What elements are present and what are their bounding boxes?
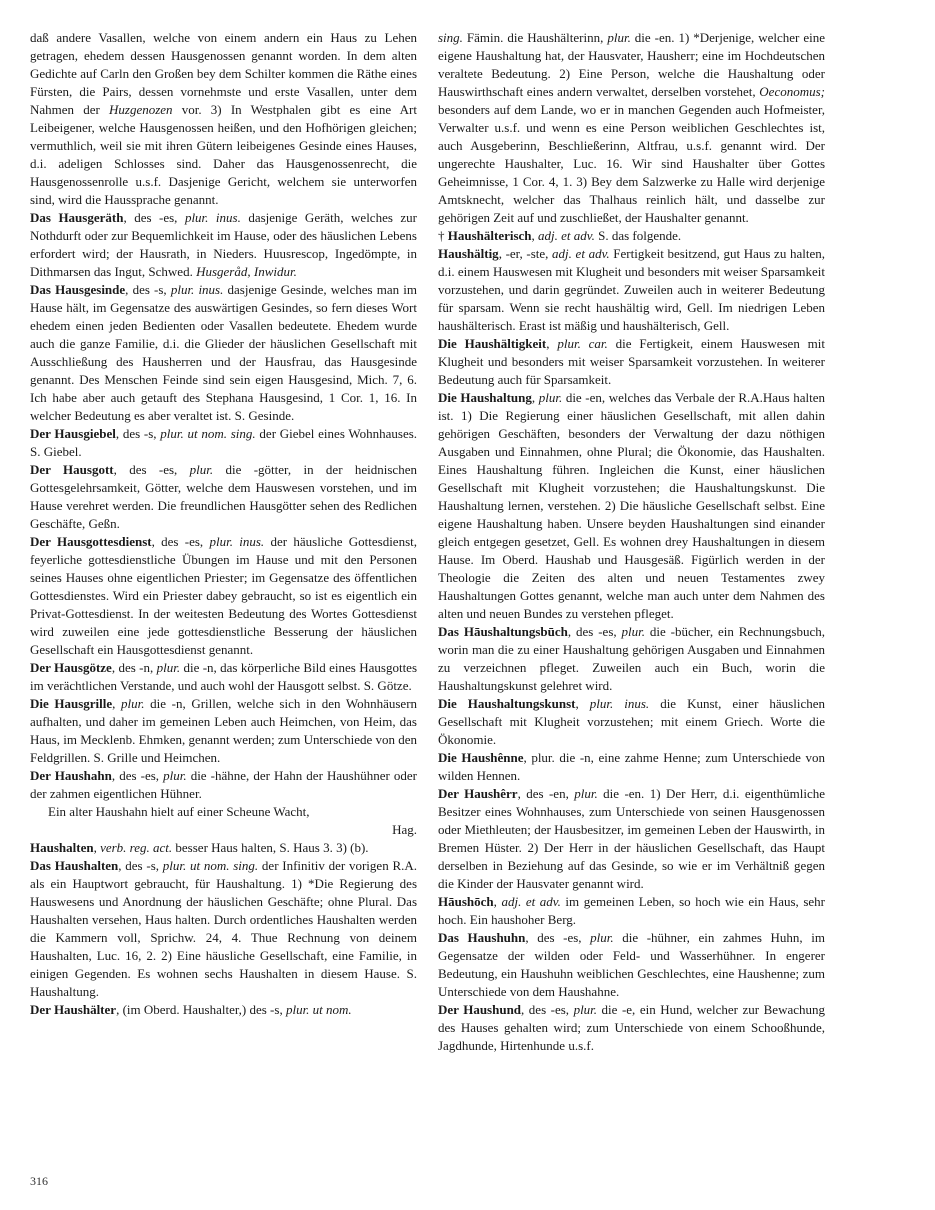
grammar-note: plur. [573,1002,598,1017]
headword: Hāushōch [438,894,494,909]
entry-text: , [493,894,502,909]
entry-text: die -n, Grillen, welche sich in den Wohnhäusern aufhalten, und daher im gemeinen Leben auch Heimchen, von Heim, das Haus, im Mecklenb. Ehmken, genannt werden; zum Unterschiede von den Feldgrillen. S. Grille und Heimchen. [30,696,418,765]
dictionary-entry [438,695,825,749]
dictionary-entry [438,623,825,695]
entry-text: , des -s, [118,858,163,873]
entry-text: , des -n, [111,660,157,675]
dictionary-entry [438,335,825,389]
headword: Der Hausgötze [30,660,112,675]
grammar-note: plur. inus. [184,210,241,225]
headword: Der Haushund [438,1002,522,1017]
entry-text: dasjenige Geräth, welches zur Nothdurft oder zur Bequemlichkeit im Hause, oder des häuslichen Lebens erfordert wird; der Hausrath, in Nieders. Huusrescop, Ingedömpte, in Dithmarsen das Ingut, Schwed. [30,210,418,279]
entry-text: † [438,228,448,243]
dictionary-entry [30,29,417,209]
entry-text: die -e, ein Hund, welcher zur Bewachung des Hauses gehalten wird; zum Unterschiede von einem Schooßhunde, Jagdhunde, Hirtenhunde u.s.f. [438,1002,825,1053]
entry-text: der häusliche Gottesdienst, feyerliche gottesdienstliche Übungen im Hause und mit den Personen seines Hauses ohne eigentlichen Priester; im Gegensatze des öffentlichen Gottesdienstes. Wird ein Priester dabey gebraucht, so ist es eigentlich ein Privat-Gottesdienst. In der weitesten Bedeutung des Wortes Gottesdienst wird zuweilen eine jede gottesdienstliche Besserung der häuslichen Gesellschaft ein Hausgottesdienst genannt. [30,534,418,657]
entry-text: besonders auf dem Lande, wo er in manchen Gegenden auch Hofmeister, Verwalter u.s.f. und wenn es eine Person weiblichen Geschlechtes ist, auch Ausgeberinn, Beschließerinn, Altfrau, u.s.f. genannt wird. Der ungerechte Haushalter, Luc. 16. Wir sind Haushalter über Gottes Geheimnisse, 1 Cor. 4, 1. 3) Bey dem Salzwerke zu Halle wird derjenige Amtsknecht, welcher das Thalhaus reinlich hält, und dasselbe zur gehörigen Zeit auf und zuschließet, der Haushalter genannt. [438,102,825,225]
dictionary-entry [438,29,825,227]
headword: Der Hausgott [30,462,114,477]
entry-text: , des -es, [567,624,622,639]
headword: Die Haushaltung [438,390,532,405]
dictionary-entry [30,659,417,695]
entry-text: , des -es, [521,1002,574,1017]
headword: Das Haushuhn [438,930,526,945]
dictionary-entry [438,389,825,623]
dictionary-entry [438,749,825,785]
grammar-note: plur. [538,390,563,405]
entry-text: der Giebel eines Wohnhauses. S. Giebel. [30,426,418,459]
headword: Das Haushalten [30,858,119,873]
headword: Der Haushälter [30,1002,117,1017]
entry-text: die -en. 1) Der Herr, d.i. eigenthümliche Besitzer eines Wohnhauses, zum Unterschiede von seinen Hausgenossen oder Miethleuten; der Hausbesitzer, im gemeinen Leben der Hauswirth, in Bremen Hüster. 2) Der Herr in der häuslichen Gesellschaft, das Haupt derselben in Beziehung auf das Gesinde, so wie er im Verhältniß gegen die Kinder der Hausvater genannt wird. [438,786,825,891]
dictionary-entry [30,533,417,659]
dictionary-entry [30,839,417,857]
entry-text: , [531,228,539,243]
entry-text: der Infinitiv der vorigen R.A. als ein Hauptwort gebraucht, für Haushaltung. 1) *Die Regierung des Hauswesens und Anordnung der häuslichen Geschäfte; ohne Plural. Das Haushalten versehen, Haus halten. Durch ordentliches Haushalten werden die Kammern voll, Sprichw. 24, 4. Thue Rechnung von deinem Haushalten, Luc. 16, 2. 2) Eine häusliche Gesellschaft, eine Familie, in einigen Gegenden. Es wohnen sechs Haushalten in diesem Hause. S. Haushaltung. [30,858,418,999]
entry-text: , des -es, [123,210,185,225]
headword: Das Hausgeräth [30,210,124,225]
verse-quote [30,803,417,821]
entry-text: besser Haus halten, S. Haus 3. 3) (b). [172,840,369,855]
entry-text: , plur. die -n, eine zahme Henne; zum Unterschiede von wilden Hennen. [438,750,825,783]
entry-text: vor. 3) In Westphalen gibt es eine Art Leibeigener, welche Hausgenossen heißen, und den Hofhörigen gleichen; vermuthlich, weil sie mit ihren Gütern leibeigenes Gesinde eines Hauses, d.i. adeligen Schlosses sind. Daher das Hausgenossenrecht, die Hausgenossenrolle u.s.f. Dasjenige Gericht, welchem sie unterworfen sind, wird die Haussprache genannt. [30,102,417,207]
headword: Die Haushênne [438,750,524,765]
entry-text: , des -es, [151,534,210,549]
headword: Die Haushältigkeit [438,336,547,351]
dictionary-entry [30,695,417,767]
grammar-note: Huzgenozen [109,102,173,117]
entry-text: S. das folgende. [594,228,682,243]
entry-text: , [575,696,590,711]
dictionary-entry [438,893,825,929]
entry-text: , des -es, [525,930,591,945]
entry-text: die -hähne, der Hahn der Haushühner oder der zahmen eigentlichen Hühner. [30,768,417,801]
page-number: 316 [30,1174,48,1188]
headword: Der Haushahn [30,768,112,783]
dictionary-entry [30,281,417,425]
quote-source [30,821,417,839]
grammar-note: adj. et adv. [501,894,561,909]
grammar-note: plur. inus. [170,282,224,297]
grammar-note: plur. [156,660,181,675]
grammar-note: sing. [438,30,463,45]
dictionary-entry [30,767,417,803]
grammar-note: Husgeråd, Inwidur. [196,264,297,279]
dictionary-entry [30,1001,417,1019]
grammar-note: plur. ut nom. sing. [160,426,256,441]
entry-text: dasjenige Gesinde, welches man im Hause hält, im Gegensatze des auswärtigen Gesindes, so fern dieses Wort ehedem einen jeden Bedienten oder Vasallen bedeutete. Ehedem wurde auch die ganze Familie, d.i. die Glieder der häuslichen Gesellschaft mit Ausschließung des Hausherren und der Hausfrau, das Hausgesinde genannt. Des Menschen Feinde sind sein eigen Hausgesind, Mich. 7, 6. Ich habe aber auch getauft des Stephana Hausgesind, 1 Cor. 1, 16. In welcher Bedeutung es aber veraltet ist. S. Gesinde. [30,282,418,423]
grammar-note: plur. [621,624,645,639]
dictionary-entry [438,245,825,335]
entry-text: die -en. 1) *Derjenige, welcher eine eigene Haushaltung hat, der Hausvater, Hausherr; eine im Hochdeutschen veraltete Bedeutung. 2) Eine Person, welche die Haushaltung oder Hauswirthschaft eines andern verwaltet, derselben vorstehet, [438,30,826,99]
entry-text: , [531,390,539,405]
entry-text: , (im Oberd. Haushalter,) des -s, [116,1002,286,1017]
headword: Das Hausgesinde [30,282,126,297]
entry-text: die -n, das körperliche Bild eines Hausgottes im verächtlichen Verstande, und auch wohl der Hausgott selbst. S. Götze. [30,660,418,693]
entry-text: Hag. [392,822,417,837]
entry-text: , des -es, [113,462,190,477]
grammar-note: plur. [590,930,614,945]
dictionary-entry [30,461,417,533]
headword: Die Hausgrille [30,696,113,711]
entry-text: , [546,336,558,351]
grammar-note: Oeconomus; [759,84,825,99]
dictionary-entry [438,929,825,1001]
entry-text: die -götter, in der heidnischen Gottesgelehrsamkeit, Götter, welche dem Hauswesen vorstehen, und im Hause verehret werden. Die freundlichen Hausgötter sehen des Redlichen Geschäfte, Geßn. [30,462,417,531]
grammar-note: plur. [189,462,214,477]
grammar-note: adj. et adv. [552,246,610,261]
dictionary-entry [438,785,825,893]
entry-text: Fämin. die Haushälterinn, [462,30,608,45]
left-column [30,29,417,1019]
entry-text: , des -es, [111,768,164,783]
grammar-note: plur. [607,30,631,45]
dictionary-entry [30,425,417,461]
headword: Die Haushaltungskunst [438,696,576,711]
entry-text: die -hühner, ein zahmes Huhn, im Gegensatze der wilden oder Feld- und Wasserhühner. In engerer Bedeutung, ein Haushuhn weiblichen Geschlechtes, eine Haushenne; zum Unterschiede von dem Haushahne. [438,930,825,999]
entry-text: die Kunst, einer häuslichen Gesellschaft mit Klugheit vorzustehen; mit einem Griech. Worte die Ökonomie. [438,696,826,747]
dictionary-entry [438,227,825,245]
entry-text: , -er, -ste, [498,246,553,261]
grammar-note: plur. inus. [589,696,650,711]
entry-text: die -en, welches das Verbale der R.A.Haus halten ist. 1) Die Regierung einer häuslichen Gesellschaft, mit allen dahin gehörigen Geschäften, besonders der Verwaltung der dazu nöthigen Ausgaben und Einnahmen, ohne Plural; die Ökonomie, das Haushalten. Eines Haushaltung führen. Ingleichen die Kunst, einer häuslichen Gesellschaft mit Klugheit vorzustehen; die Haushaltungskunst. Die Haushaltung lernen, verstehen. 2) Die häusliche Gesellschaft selbst. Eine eigene Haushaltung haben. Unsere beyden Haushaltungen sind einander gleich entgegen gesetzet, Gell. Es wohnen drey Haushaltungen in diesem Hause. Im Oberd. Haushab und Hausgesäß. Figürlich werden in der Theologie die Zeiten des alten und neuen Testamentes zwey Haushaltungen Gottes genannt, welche man auch unter dem Nahmen des alten und neuen Bundes zu verstehen pfleget. [438,390,825,621]
grammar-note: adj. et adv. [538,228,595,243]
entry-text: , des -s, [125,282,171,297]
headword: Der Hausgiebel [30,426,116,441]
grammar-note: plur. ut nom. [285,1002,352,1017]
headword: Haushälterisch [447,228,532,243]
headword: Haushalten [30,840,94,855]
entry-text: die Fertigkeit, einem Hauswesen mit Klugheit und besonders mit weiser Sparsamkeit vorzustehen. In weiterer Bedeutung auch für Sparsamkeit. [438,336,826,387]
entry-text: im gemeinen Leben, so hoch wie ein Haus, sehr hoch. Ein haushoher Berg. [438,894,825,927]
entry-text: , des -en, [517,786,575,801]
grammar-note: plur. inus. [209,534,265,549]
grammar-note: verb. reg. act. [100,840,173,855]
dictionary-entry [30,209,417,281]
entry-text: , [93,840,101,855]
headword: Das Hāushaltungsbūch [438,624,568,639]
entry-text: Fertigkeit besitzend, gut Haus zu halten, d.i. einem Hauswesen mit Klugheit und besonders mit weiser Sparsamkeit vorzustehen, und darin gegründet. Zuweilen auch in weiterer Bedeutung für sparsam. Wenn sie recht haushältig wird, Gell. Im niedrigen Leben haushälterisch. Erast ist mäßig und haushälterisch, Gell. [438,246,825,333]
grammar-note: plur. ut nom. sing. [162,858,259,873]
right-column [438,29,825,1055]
entry-text: die -bücher, ein Rechnungsbuch, worin man die zu einer Haushaltung gehörigen Ausgaben und Einnahmen zu verzeichnen pfleget. Zuweilen auch ein Buch, worin die Haushaltungskunst gelehret wird. [438,624,825,693]
grammar-note: plur. [163,768,187,783]
headword: Der Hausgottesdienst [30,534,152,549]
entry-text: , [112,696,122,711]
headword: Der Haushêrr [438,786,518,801]
grammar-note: plur. car. [557,336,608,351]
entry-text: Ein alter Haushahn hielt auf einer Scheune Wacht, [48,804,310,819]
entry-text: , des -s, [115,426,161,441]
grammar-note: plur. [574,786,598,801]
dictionary-entry [30,857,417,1001]
dictionary-entry [438,1001,825,1055]
grammar-note: plur. [121,696,145,711]
headword: Haushältig [438,246,499,261]
entry-text: daß andere Vasallen, welche von einem andern ein Haus zu Lehen getragen, ehedem dessen Hausgenossen genannt worden. In dem alten Gedichte auf Carln den Großen bey dem Schilter kommen die Räthe eines Fürsten, die Pairs, dessen vornehmste und erste Vasallen, unter dem Nahmen der [30,30,417,117]
